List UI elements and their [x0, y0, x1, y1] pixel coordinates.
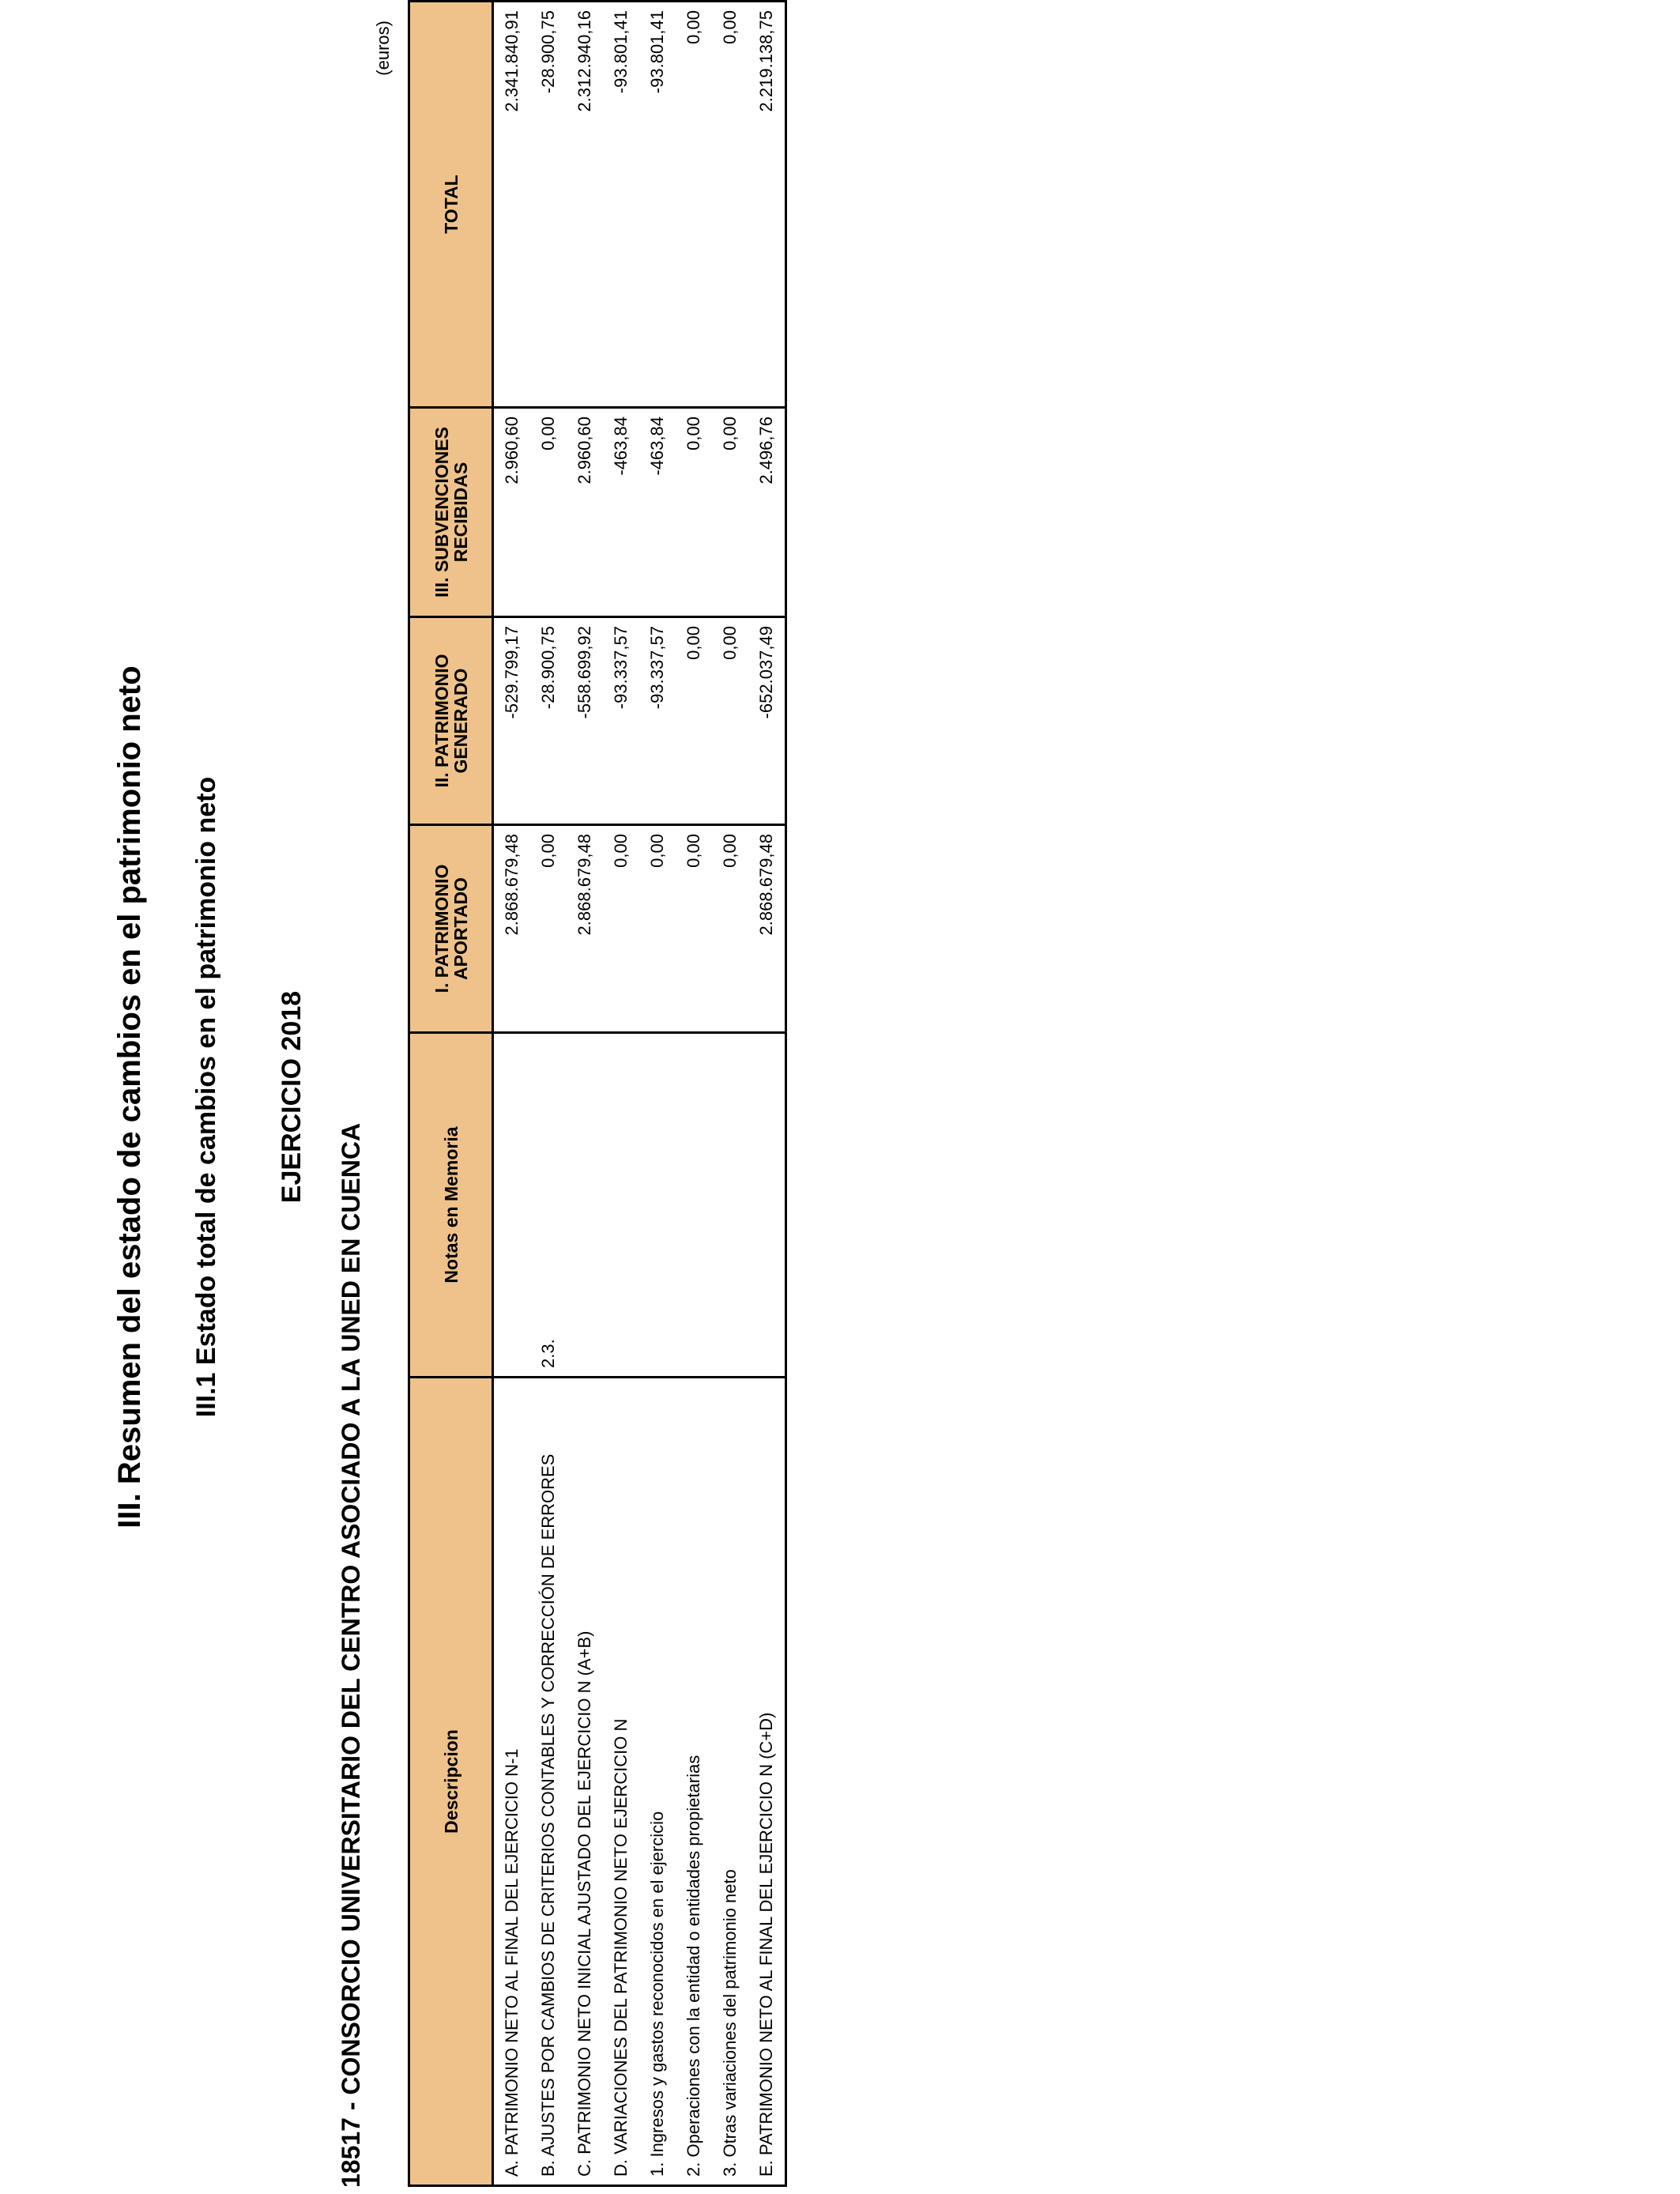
table-row — [748, 2, 786, 2186]
row-notes — [676, 1033, 712, 1378]
page-title: III. Resumen del estado de cambios en el patrimonio neto — [112, 665, 147, 1529]
header-notes: Notas en Memoria — [409, 1033, 493, 1378]
row-description: 3. Otras variaciones del patrimonio neto — [712, 1378, 748, 2186]
header-description: Descripcion — [409, 1378, 493, 2186]
row-notes — [603, 1033, 639, 1378]
row-aportado: 0,00 — [530, 825, 567, 1033]
row-notes — [493, 1033, 531, 1378]
row-subvenciones: 0,00 — [712, 408, 748, 617]
header-aportado-line1: I. PATRIMONIO — [431, 864, 452, 993]
row-description: A. PATRIMONIO NETO AL FINAL DEL EJERCICIO N-1 — [493, 1378, 531, 2186]
header-aportado-line2: APORTADO — [450, 877, 471, 980]
row-notes — [639, 1033, 676, 1378]
header-patrimonio-generado — [409, 617, 493, 825]
entity-name: 18517 - CONSORCIO UNIVERSITARIO DEL CENTRO ASOCIADO A LA UNED EN CUENCA — [337, 1122, 365, 2188]
row-description: E. PATRIMONIO NETO AL FINAL DEL EJERCICIO N (C+D) — [748, 1378, 786, 2186]
row-total: 0,00 — [676, 2, 712, 408]
row-total: -28.900,75 — [530, 2, 567, 408]
row-aportado: 2.868.679,48 — [567, 825, 603, 1033]
row-total: 0,00 — [712, 2, 748, 408]
header-total: TOTAL — [409, 2, 493, 408]
row-subvenciones: -463,84 — [603, 408, 639, 617]
equity-changes-table — [408, 0, 787, 2187]
row-generado: -93.337,57 — [603, 617, 639, 825]
row-total: -93.801,41 — [603, 2, 639, 408]
header-patrimonio-aportado — [409, 825, 493, 1033]
row-generado: 0,00 — [676, 617, 712, 825]
row-subvenciones: 2.960,60 — [493, 408, 531, 617]
row-subvenciones: 0,00 — [676, 408, 712, 617]
table-row — [530, 2, 567, 2186]
row-aportado: 0,00 — [712, 825, 748, 1033]
row-description: C. PATRIMONIO NETO INICIAL AJUSTADO DEL EJERCICIO N (A+B) — [567, 1378, 603, 2186]
header-subvenciones-recibidas — [409, 408, 493, 617]
row-generado: 0,00 — [712, 617, 748, 825]
row-notes — [567, 1033, 603, 1378]
table-row — [567, 2, 603, 2186]
row-generado: -93.337,57 — [639, 617, 676, 825]
header-generado-line1: II. PATRIMONIO — [431, 654, 452, 788]
row-description: 2. Operaciones con la entidad o entidades propietarias — [676, 1378, 712, 2186]
row-description: B. AJUSTES POR CAMBIOS DE CRITERIOS CONTABLES Y CORRECCIÓN DE ERRORES — [530, 1378, 567, 2186]
table-header-row — [409, 2, 493, 2186]
row-total: 2.341.840,91 — [493, 2, 531, 408]
table-row — [493, 2, 531, 2186]
row-generado: -529.799,17 — [493, 617, 531, 825]
row-notes: 2.3. — [530, 1033, 567, 1378]
page-subtitle: III.1 Estado total de cambios en el patrimonio neto — [191, 776, 221, 1418]
row-subvenciones: 0,00 — [530, 408, 567, 617]
row-total: 2.312.940,16 — [567, 2, 603, 408]
row-notes — [748, 1033, 786, 1378]
table-row — [603, 2, 639, 2186]
row-subvenciones: 2.496,76 — [748, 408, 786, 617]
row-generado: -558.699,92 — [567, 617, 603, 825]
header-generado-line2: GENERADO — [450, 668, 471, 774]
row-aportado: 2.868.679,48 — [493, 825, 531, 1033]
row-description: 1. Ingresos y gastos reconocidos en el ejercicio — [639, 1378, 676, 2186]
row-aportado: 0,00 — [676, 825, 712, 1033]
table-row — [676, 2, 712, 2186]
row-aportado: 2.868.679,48 — [748, 825, 786, 1033]
row-aportado: 0,00 — [639, 825, 676, 1033]
units-label: (euros) — [373, 21, 393, 76]
row-notes — [712, 1033, 748, 1378]
table-row — [712, 2, 748, 2186]
row-aportado: 0,00 — [603, 825, 639, 1033]
row-generado: -652.037,49 — [748, 617, 786, 825]
row-description: D. VARIACIONES DEL PATRIMONIO NETO EJERCICIO N — [603, 1378, 639, 2186]
exercise-year: EJERCICIO 2018 — [277, 990, 307, 1204]
row-total: 2.219.138,75 — [748, 2, 786, 408]
row-generado: -28.900,75 — [530, 617, 567, 825]
row-total: -93.801,41 — [639, 2, 676, 408]
table-row — [639, 2, 676, 2186]
row-subvenciones: -463,84 — [639, 408, 676, 617]
header-subvenciones-line1: III. SUBVENCIONES — [431, 427, 452, 598]
header-subvenciones-line2: RECIBIDAS — [450, 462, 471, 563]
row-subvenciones: 2.960,60 — [567, 408, 603, 617]
